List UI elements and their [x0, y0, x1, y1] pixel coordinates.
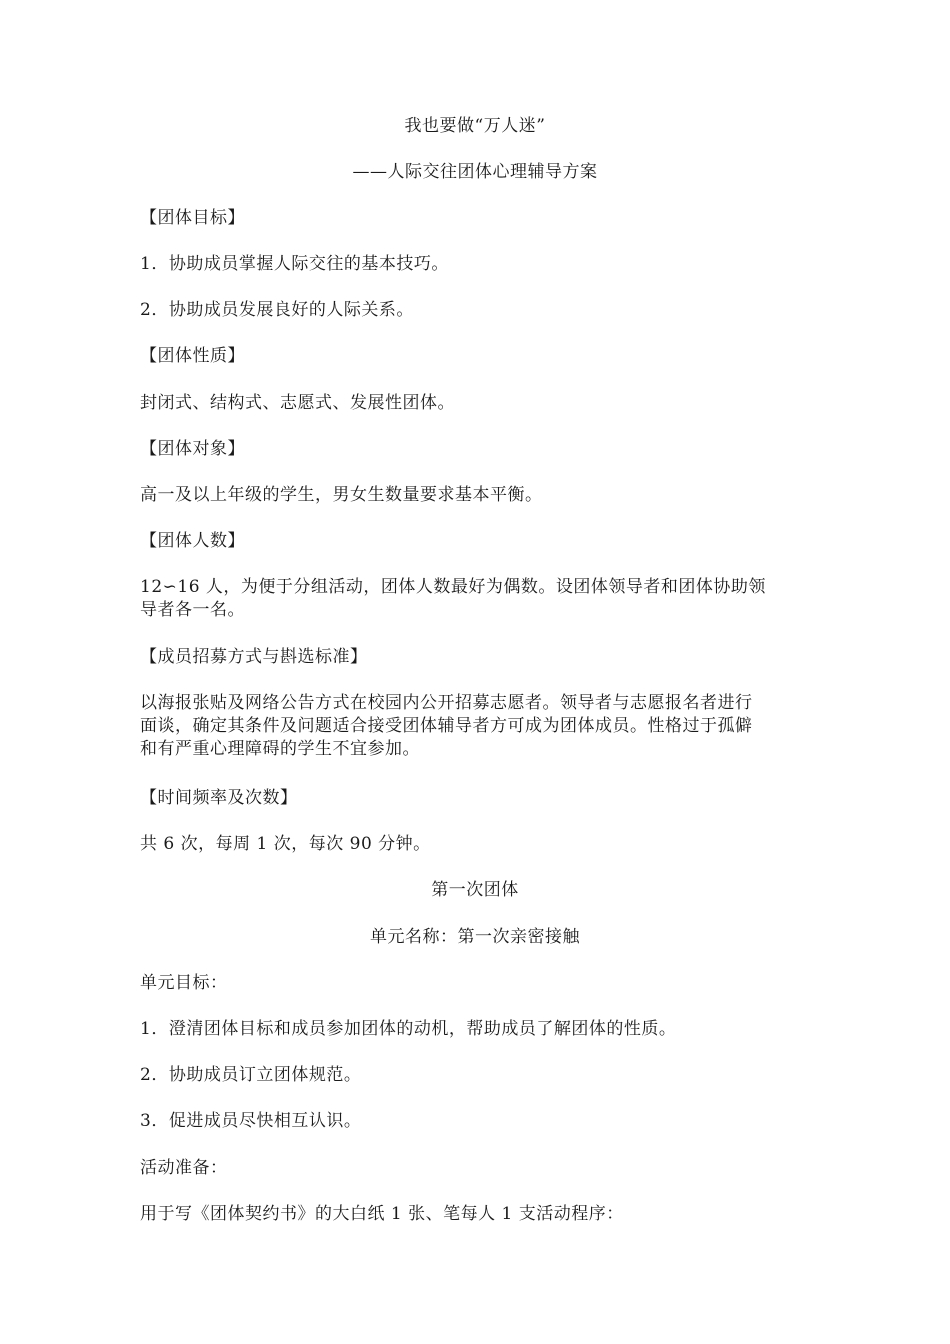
- unit-name: 单元名称：第一次亲密接触: [370, 927, 580, 947]
- document-subtitle: ——人际交往团体心理辅导方案: [352, 162, 598, 182]
- recruit-heading: 【成员招募方式与斟选标准】: [140, 647, 368, 667]
- size-text-line-2: 导者各一名。: [140, 600, 245, 620]
- goal-item-2: 2．协助成员发展良好的人际关系。: [140, 300, 414, 320]
- unit-goal-label: 单元目标：: [140, 973, 228, 993]
- unit-goal-item-2: 2．协助成员订立团体规范。: [140, 1065, 362, 1085]
- time-text: 共 6 次，每周 1 次，每次 90 分钟。: [140, 834, 431, 854]
- nature-heading: 【团体性质】: [140, 346, 245, 366]
- unit-goal-item-1: 1．澄清团体目标和成员参加团体的动机，帮助成员了解团体的性质。: [140, 1019, 677, 1039]
- time-heading: 【时间频率及次数】: [140, 788, 298, 808]
- size-heading: 【团体人数】: [140, 531, 245, 551]
- recruit-text-line-1: 以海报张贴及网络公告方式在校园内公开招募志愿者。领导者与志愿报名者进行: [140, 693, 753, 713]
- nature-text: 封闭式、结构式、志愿式、发展性团体。: [140, 393, 455, 413]
- recruit-text-line-2: 面谈，确定其条件及问题适合接受团体辅导者方可成为团体成员。性格过于孤僻: [140, 716, 753, 736]
- recruit-text-line-3: 和有严重心理障碍的学生不宜参加。: [140, 739, 420, 759]
- session-heading: 第一次团体: [431, 880, 519, 900]
- target-heading: 【团体对象】: [140, 439, 245, 459]
- size-text-line-1: 12∽16 人，为便于分组活动，团体人数最好为偶数。设团体领导者和团体协助领: [140, 577, 766, 597]
- prep-text: 用于写《团体契约书》的大白纸 1 张、笔每人 1 支活动程序：: [140, 1204, 624, 1224]
- goal-item-1: 1．协助成员掌握人际交往的基本技巧。: [140, 254, 449, 274]
- prep-label: 活动准备：: [140, 1158, 228, 1178]
- goal-heading: 【团体目标】: [140, 208, 245, 228]
- target-text: 高一及以上年级的学生，男女生数量要求基本平衡。: [140, 485, 543, 505]
- unit-goal-item-3: 3．促进成员尽快相互认识。: [140, 1111, 362, 1131]
- document-title: 我也要做“万人迷”: [404, 116, 546, 136]
